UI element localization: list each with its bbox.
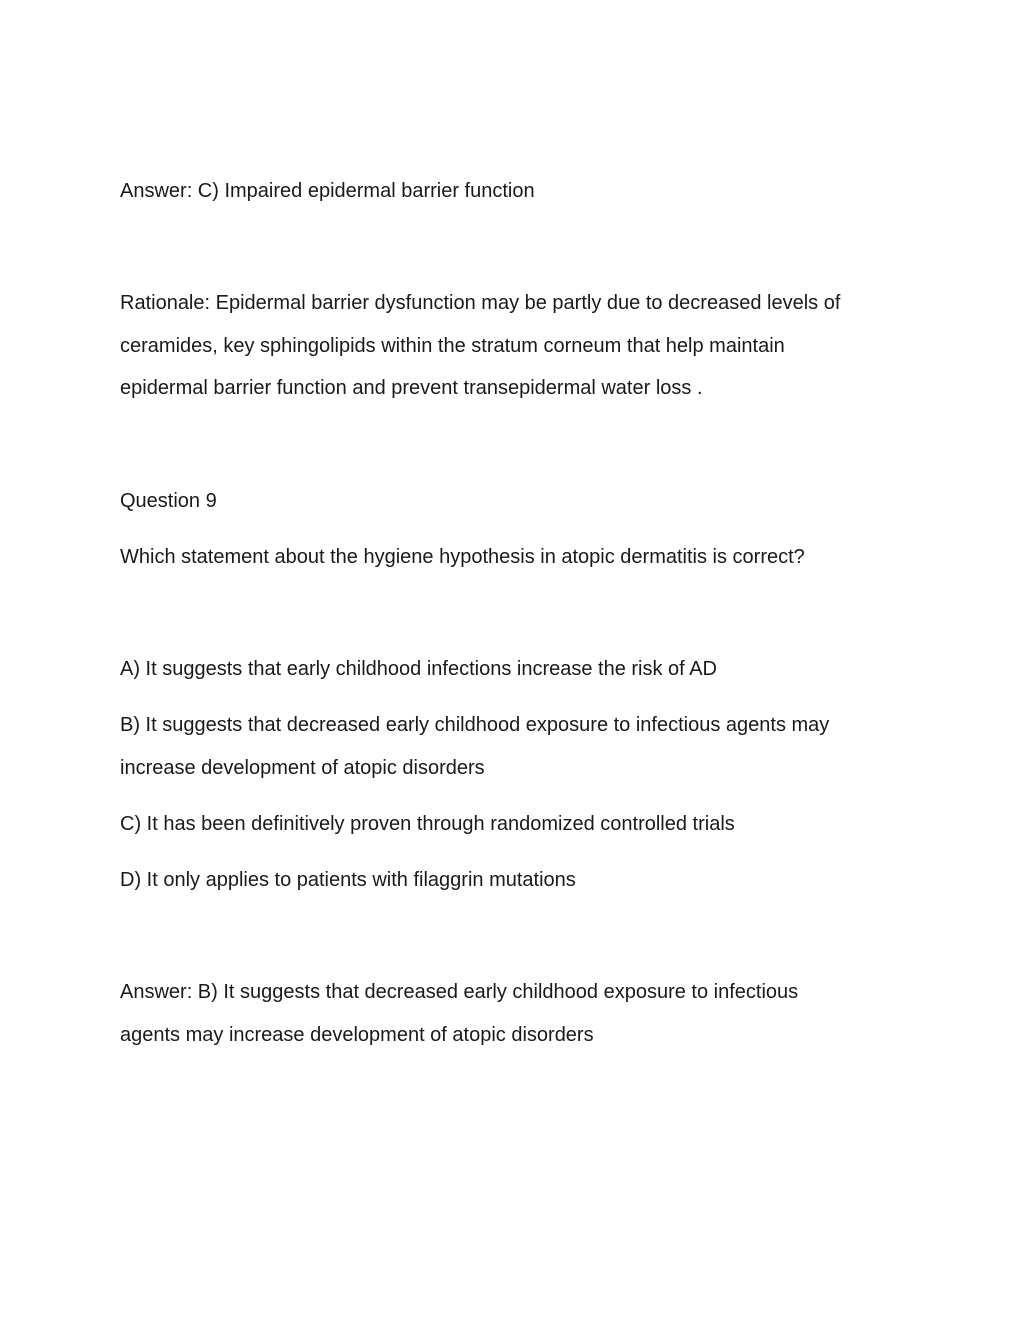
- option-a: A) It suggests that early childhood infections increase the risk of AD: [120, 658, 717, 680]
- option-c: C) It has been definitively proven through randomized controlled trials: [120, 813, 735, 835]
- answer-line-1: Answer: B) It suggests that decreased early childhood exposure to infectious: [120, 981, 799, 1003]
- answer-line-2: agents may increase development of atopic disorders: [120, 1023, 594, 1046]
- question-answer: [120, 971, 910, 1056]
- question-text: Which statement about the hygiene hypothesis in atopic dermatitis is correct?: [120, 546, 805, 568]
- rationale-line-3: epidermal barrier function and prevent transepidermal water loss .: [120, 377, 703, 399]
- previous-answer: Answer: C) Impaired epidermal barrier function: [120, 180, 535, 202]
- rationale-paragraph: [120, 282, 910, 410]
- option-d: D) It only applies to patients with filaggrin mutations: [120, 869, 576, 891]
- question-heading: Question 9: [120, 490, 217, 512]
- rationale-line-1: Rationale: Epidermal barrier dysfunction may be partly due to decreased levels of: [120, 292, 841, 314]
- option-b: [120, 704, 910, 789]
- rationale-line-2: ceramides, key sphingolipids within the stratum corneum that help maintain: [120, 334, 785, 357]
- option-b-line-2: increase development of atopic disorders: [120, 756, 485, 779]
- option-b-line-1: B) It suggests that decreased early childhood exposure to infectious agents may: [120, 714, 830, 736]
